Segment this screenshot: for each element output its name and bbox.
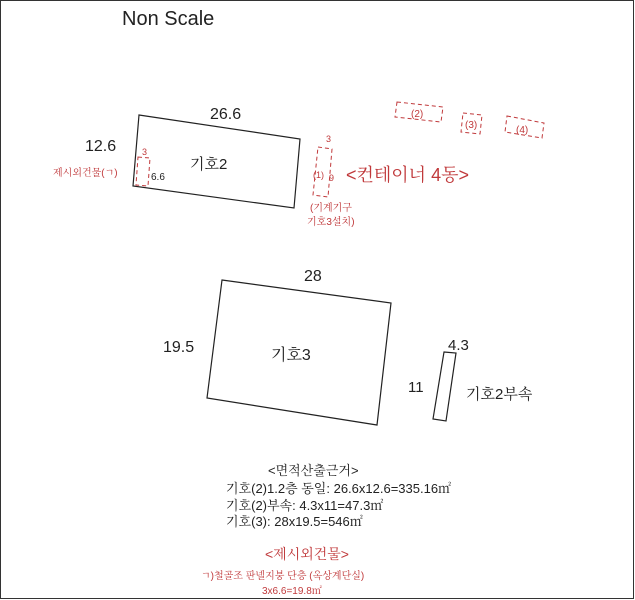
excluded-section-heading: <제시외건물> bbox=[265, 546, 349, 562]
excluded-section-line-2: 3x6.6=19.8㎡ bbox=[262, 586, 322, 597]
excluded-building-label: 제시외건물(ㄱ) bbox=[53, 168, 118, 179]
area-calc-line-3: 기호(3): 28x19.5=546㎡ bbox=[226, 514, 363, 529]
container-note-line1: (기계기구 bbox=[310, 203, 352, 214]
area-calc-line-2: 기호(2)부속: 4.3x11=47.3㎡ bbox=[226, 498, 384, 513]
annex-name: 기호2부속 bbox=[466, 386, 533, 403]
container-title: <컨테이너 4동> bbox=[346, 165, 469, 185]
building-3-depth-label: 19.5 bbox=[163, 339, 195, 356]
container-4-label: (4) bbox=[516, 125, 529, 136]
container-note-line2: 기호3설치) bbox=[307, 217, 355, 228]
annex-outline bbox=[433, 352, 456, 421]
container-1-label: (1) bbox=[313, 170, 324, 180]
area-calc-heading: <면적산출근거> bbox=[268, 463, 359, 478]
building-2-depth-label: 12.6 bbox=[85, 138, 117, 155]
annex-width-label: 4.3 bbox=[448, 337, 469, 354]
area-calc-line-1: 기호(2)1.2층 동일: 26.6x12.6=335.16㎡ bbox=[226, 481, 452, 496]
container-1-width: 3 bbox=[326, 134, 332, 144]
building-3-width-label: 28 bbox=[304, 268, 322, 285]
page-title: Non Scale bbox=[122, 8, 215, 30]
annex-depth-label: 11 bbox=[408, 379, 424, 396]
container-3-label: (3) bbox=[465, 120, 478, 131]
excluded-building-depth: 6.6 bbox=[151, 172, 165, 183]
container-1-depth: 9 bbox=[329, 173, 335, 183]
excluded-building-width: 3 bbox=[142, 147, 148, 157]
container-2-label: (2) bbox=[411, 109, 424, 120]
excluded-building-outline bbox=[136, 157, 150, 186]
building-2-name: 기호2 bbox=[190, 156, 228, 173]
building-3-name: 기호3 bbox=[271, 347, 311, 364]
building-2-width-label: 26.6 bbox=[210, 106, 242, 123]
excluded-section-line-1: ㄱ)철골조 판넬지붕 단층 (옥상계단실) bbox=[201, 571, 365, 582]
